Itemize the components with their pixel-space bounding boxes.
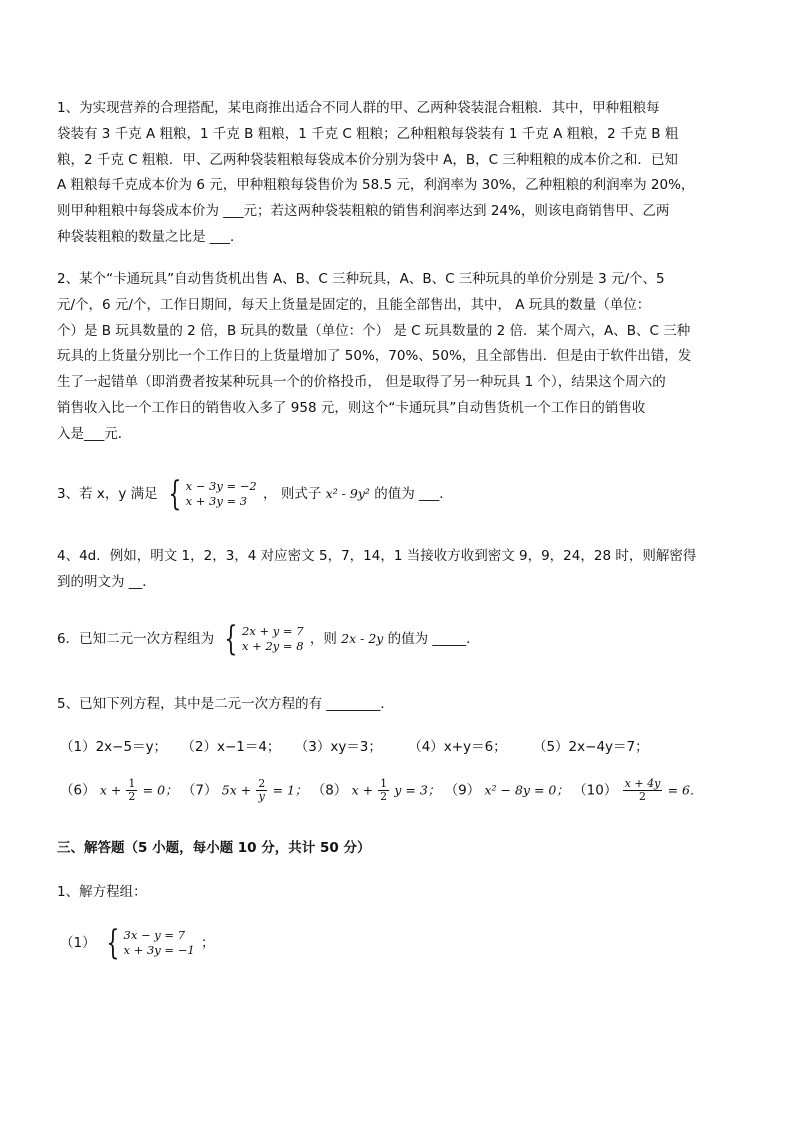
fraction-denominator: 2 (380, 790, 388, 803)
system-equation-2: x + 2y = 8 (242, 639, 304, 653)
question-6-suffix: 的值为 _____． (387, 631, 480, 647)
question-5-row-1 (60, 735, 649, 755)
item-6-expr-a: x + (99, 782, 126, 798)
left-brace-icon: { (168, 474, 182, 514)
item-6-expr-b: = 0； (142, 782, 178, 798)
question-6-middle: ，则 (309, 631, 342, 647)
item-7-expr-a: 5x + (221, 782, 256, 798)
question-1-line: 粮，2 千克 C 粗粮．甲、乙两种袋装粗粮每袋成本价分别为袋中 A，B，C 三种粗粮的成本价之和．已知 (57, 151, 678, 168)
fraction-numerator: 1 (128, 777, 136, 790)
equation-system (102, 923, 195, 963)
question-3-suffix: 的值为 ___． (374, 486, 453, 502)
item-6-label: （6） (60, 782, 96, 799)
question-2-line: 生了一起错单（即消费者按某种玩具一个的价格投币， 但是取得了另一种玩具 1 个），结果这个周六的 (57, 374, 666, 391)
item-10-label: （10） (573, 782, 618, 799)
equation-item: （2）x−1＝4； (181, 739, 281, 755)
fraction-numerator: 1 (380, 777, 388, 790)
system-equation-1: 2x + y = 7 (242, 624, 304, 638)
question-2-line: 销售收入比一个工作日的销售收入多了 958 元，则这个“卡通玩具”自动售货机一个工作日的销售收 (57, 399, 646, 416)
question-1-line: A 粗粮每千克成本价为 6 元，甲种粗粮每袋售价为 58.5 元，利润率为 30%，乙种粗粮的利润率为 20%， (57, 177, 695, 194)
system-equation-2: x + 3y = −1 (123, 943, 195, 957)
left-brace-icon: { (224, 619, 238, 659)
question-4 (57, 544, 739, 596)
question-2-line: 玩具的上货量分别比一个工作日的上货量增加了 50%，70%、50%，且全部售出．但是由于软件出错，发 (57, 348, 692, 365)
section-3-part-1 (60, 923, 215, 963)
question-1-line: 1、为实现营养的合理搭配，某电商推出适合不同人群的甲、乙两种袋装混合粗粮．其中，甲种粗粮每 (57, 100, 660, 116)
section-3-question-1-title: 1、解方程组： (57, 884, 147, 900)
item-7-expr-b: = 1； (272, 782, 308, 798)
fraction-denominator: 2 (128, 790, 136, 803)
system-equation-1: x − 3y = −2 (185, 479, 257, 493)
fraction (623, 778, 663, 803)
section-heading: 三、解答题（5 小题，每小题 10 分，共计 50 分） (57, 840, 371, 856)
fraction-denominator: 2 (638, 790, 646, 803)
question-5-title: 5、已知下列方程，其中是二元一次方程的有 ________． (57, 696, 394, 712)
fraction (256, 778, 267, 803)
equation-item: （3）xy＝3； (294, 739, 382, 755)
item-7-label: （7） (181, 782, 218, 799)
question-3-prefix: 3、若 x，y 满足 (57, 486, 158, 502)
item-9-label: （9） (444, 782, 481, 799)
item-8-label: （8） (311, 782, 348, 799)
question-2-line: 入是___元． (57, 425, 132, 442)
equation-item: （5）2x−4y＝7； (532, 739, 649, 755)
fraction (126, 778, 137, 803)
fraction-denominator: y (258, 790, 265, 803)
question-2-line: 2、某个“卡通玩具”自动售货机出售 A、B、C 三种玩具，A、B、C 三种玩具的单价分别是 3 元/个、5 (57, 271, 665, 287)
item-8-expr-b: y = 3； (394, 782, 441, 798)
equation-item: （1）2x−5＝y； (60, 739, 168, 755)
system-equation-1: 3x − y = 7 (123, 928, 186, 942)
item-10-expr: = 6． (667, 782, 703, 798)
question-3-expression: x² - 9y² (325, 486, 370, 501)
part-1-label: （1） (60, 935, 96, 951)
question-6-expression: 2x - 2y (341, 631, 384, 646)
fraction-numerator: 2 (258, 777, 266, 790)
fraction-numerator: x + 4y (624, 777, 661, 790)
question-2-line: 元/个，6 元/个，工作日期间，每天上货量是固定的，且能全部售出，其中， A 玩具的数量（单位： (57, 296, 651, 313)
question-4-line: 4、4d．例如，明文 1，2，3，4 对应密文 5，7，14，1 当接收方收到密文 9，9，24，28 时，则解密得 (57, 548, 697, 564)
question-6 (57, 619, 480, 659)
question-1 (57, 96, 739, 251)
question-4-line: 到的明文为 __． (57, 573, 156, 590)
question-1-line: 则甲种粗粮中每袋成本价为 ___元；若这两种袋装粗粮的销售利润率达到 24%，则该电商销售甲、乙两 (57, 203, 670, 220)
question-1-line: 种袋装粗粮的数量之比是 ___． (57, 228, 244, 245)
equation-system (220, 619, 304, 659)
left-brace-icon: { (106, 923, 120, 963)
system-equation-2: x + 3y = 3 (185, 494, 248, 508)
question-3-middle: ， 则式子 (263, 486, 326, 502)
equation-item: （4）x+y＝6； (408, 739, 507, 755)
fraction (378, 778, 389, 803)
item-9-expr: x² − 8y = 0； (484, 782, 569, 798)
question-2-line: 个）是 B 玩具数量的 2 倍，B 玩具的数量（单位：个） 是 C 玩具数量的 2 倍．某个周六，A、B、C 三种 (57, 322, 691, 339)
question-1-line: 袋装有 3 千克 A 粗粮，1 千克 B 粗粮，1 千克 C 粗粮；乙种粗粮每袋装有 1 千克 A 粗粮，2 千克 B 粗 (57, 125, 679, 142)
question-6-prefix: 6．已知二元一次方程组为 (57, 631, 215, 647)
part-1-suffix: ； (200, 935, 215, 951)
equation-system (164, 474, 257, 514)
question-2 (57, 267, 739, 448)
item-8-expr-a: x + (351, 782, 378, 798)
question-3 (57, 474, 453, 514)
question-5-row-2 (60, 778, 703, 803)
